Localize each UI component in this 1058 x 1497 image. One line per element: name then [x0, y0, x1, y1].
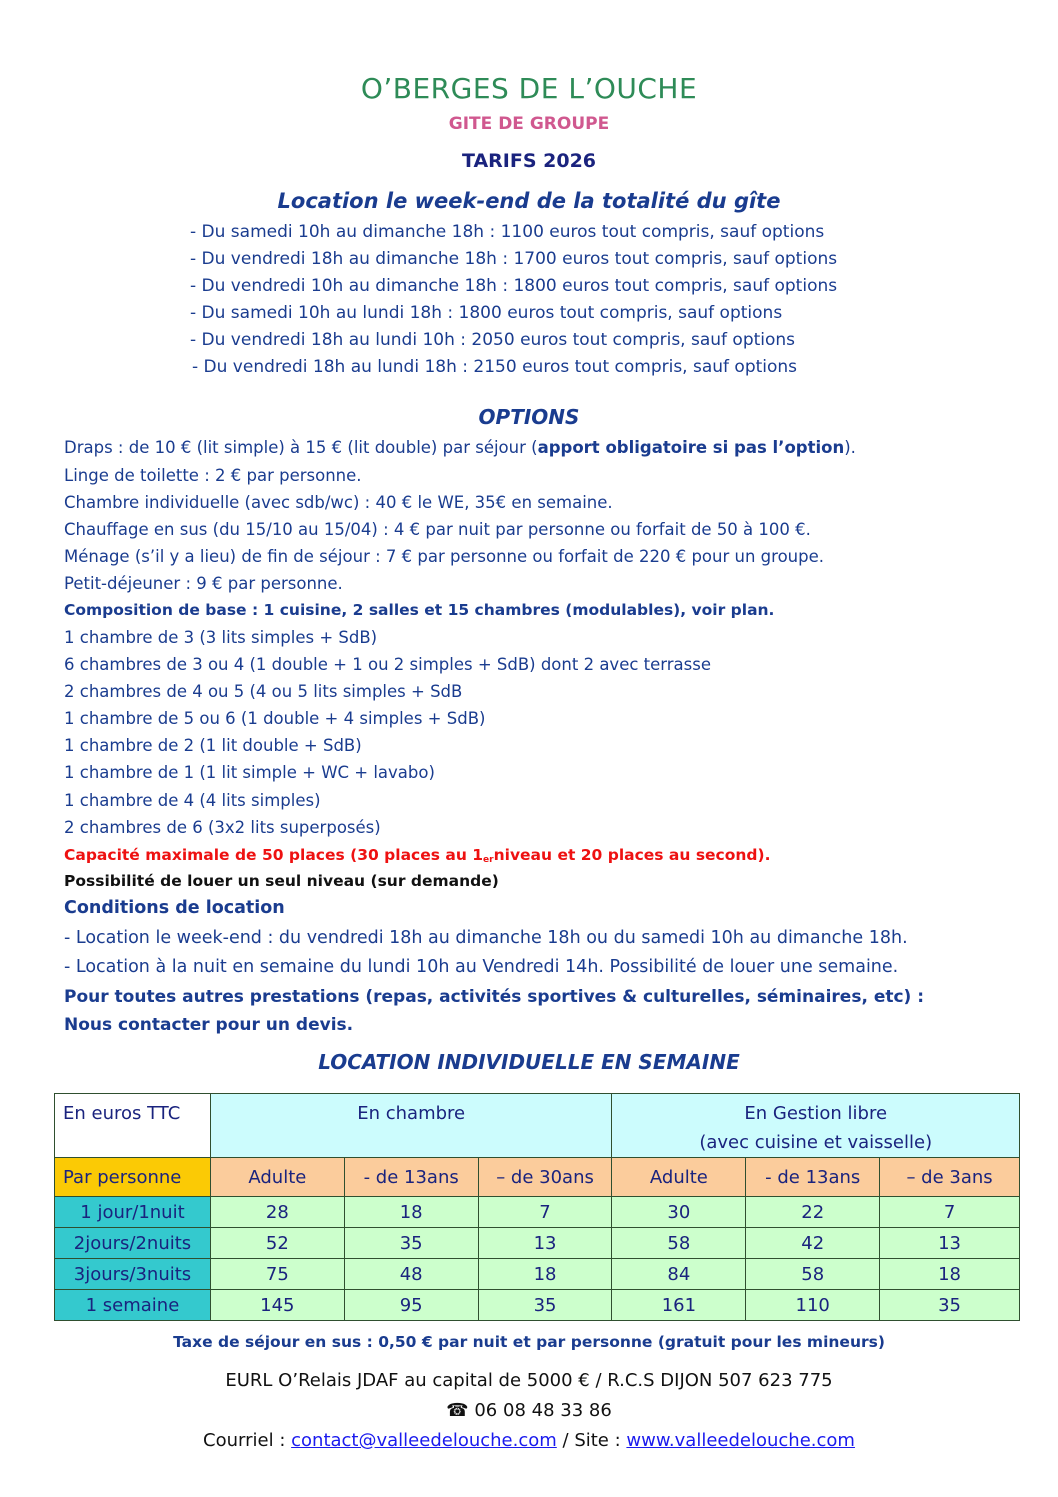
tourist-tax-notice: Taxe de séjour en sus : 0,50 € par nuit et par personne (gratuit pour les mineurs) — [173, 1333, 885, 1351]
price-cell: 13 — [880, 1228, 1020, 1259]
option-line: Ménage (s’il y a lieu) de fin de séjour : 7 € par personne ou forfait de 220 € pour un groupe. — [64, 547, 824, 566]
price-cell: 52 — [210, 1228, 344, 1259]
column-header: - de 13ans — [344, 1158, 478, 1197]
table-corner-cell: En euros TTC — [55, 1094, 211, 1158]
room-item: 1 chambre de 2 (1 lit double + SdB) — [64, 736, 362, 755]
room-item: 2 chambres de 6 (3x2 lits superposés) — [64, 818, 381, 837]
composition-heading: Composition de base : 1 cuisine, 2 salles et 15 chambres (modulables), voir plan. — [64, 601, 775, 619]
room-item: 1 chambre de 1 (1 lit simple + WC + lavabo) — [64, 763, 435, 782]
conditions-heading: Conditions de location — [64, 898, 285, 918]
website-link[interactable]: www.valleedelouche.com — [626, 1430, 855, 1451]
price-cell: 18 — [478, 1259, 612, 1290]
table-row — [55, 1228, 1020, 1259]
draps-suffix: ). — [844, 438, 856, 457]
contact-for-quote-text: Nous contacter pour un devis. — [64, 1015, 354, 1035]
price-cell: 58 — [612, 1228, 746, 1259]
gestion-libre-sublabel: (avec cuisine et vaisselle) — [699, 1132, 933, 1153]
phone-icon: ☎ — [446, 1400, 469, 1421]
weekend-item: - Du vendredi 10h au dimanche 18h : 1800 euros tout compris, sauf options — [190, 276, 838, 296]
price-cell: 13 — [478, 1228, 612, 1259]
room-item: 1 chambre de 5 ou 6 (1 double + 4 simples + SdB) — [64, 709, 486, 728]
weekend-item: - Du vendredi 18h au lundi 18h : 2150 euros tout compris, sauf options — [192, 357, 798, 377]
price-cell: 7 — [880, 1197, 1020, 1228]
draps-text: Draps : de 10 € (lit simple) à 15 € (lit double) par séjour ( — [64, 438, 538, 457]
condition-line: - Location le week-end : du vendredi 18h au dimanche 18h ou du samedi 10h au dimanche 18h. — [64, 928, 908, 948]
options-heading: OPTIONS — [478, 405, 580, 429]
table-row — [55, 1197, 1020, 1228]
capacity-text: Capacité maximale de 50 places (30 places au 1 — [64, 846, 484, 864]
price-cell: 30 — [612, 1197, 746, 1228]
table-row — [55, 1259, 1020, 1290]
other-services-text: Pour toutes autres prestations (repas, activités sportives & culturelles, séminaires, etc) : — [64, 987, 925, 1007]
price-cell: 22 — [746, 1197, 880, 1228]
price-cell: 58 — [746, 1259, 880, 1290]
price-cell: 7 — [478, 1197, 612, 1228]
price-cell: 110 — [746, 1290, 880, 1321]
option-line: Petit-déjeuner : 9 € par personne. — [64, 574, 343, 593]
table-group-header-row — [55, 1094, 1020, 1158]
room-item: 1 chambre de 4 (4 lits simples) — [64, 791, 321, 810]
weekend-heading: Location le week-end de la totalité du gîte — [277, 189, 781, 213]
capacity-suffix: niveau et 20 places au second). — [493, 846, 771, 864]
table-column-header-row — [55, 1158, 1020, 1197]
price-cell: 42 — [746, 1228, 880, 1259]
price-cell: 28 — [210, 1197, 344, 1228]
price-cell: 75 — [210, 1259, 344, 1290]
column-header: Adulte — [612, 1158, 746, 1197]
condition-line: - Location à la nuit en semaine du lundi 10h au Vendredi 14h. Possibilité de louer une semaine. — [64, 957, 899, 977]
price-cell: 84 — [612, 1259, 746, 1290]
price-cell: 18 — [344, 1197, 478, 1228]
room-item: 2 chambres de 4 ou 5 (4 ou 5 lits simples + SdB — [64, 682, 463, 701]
capacity-notice — [64, 846, 771, 864]
individual-rental-heading: LOCATION INDIVIDUELLE EN SEMAINE — [318, 1050, 740, 1074]
gestion-libre-label: En Gestion libre — [744, 1103, 888, 1124]
per-person-cell: Par personne — [55, 1158, 211, 1197]
group-header-chambre: En chambre — [210, 1094, 612, 1158]
price-cell: 145 — [210, 1290, 344, 1321]
capacity-superscript: er — [483, 855, 494, 865]
email-link[interactable]: contact@valleedelouche.com — [291, 1430, 557, 1451]
price-cell: 48 — [344, 1259, 478, 1290]
page-title: O’BERGES DE L’OUCHE — [360, 72, 698, 105]
room-item: 1 chambre de 3 (3 lits simples + SdB) — [64, 628, 378, 647]
phone-number: 06 08 48 33 86 — [474, 1400, 612, 1421]
weekend-item: - Du samedi 10h au lundi 18h : 1800 euros tout compris, sauf options — [190, 303, 783, 323]
row-label: 1 semaine — [55, 1290, 211, 1321]
weekend-item: - Du vendredi 18h au dimanche 18h : 1700 euros tout compris, sauf options — [190, 249, 838, 269]
single-level-notice: Possibilité de louer un seul niveau (sur demande) — [64, 872, 499, 890]
draps-bold-text: apport obligatoire si pas l’option — [537, 438, 845, 457]
row-label: 1 jour/1nuit — [55, 1197, 211, 1228]
contact-line — [0, 1430, 1058, 1451]
price-cell: 18 — [880, 1259, 1020, 1290]
room-item: 6 chambres de 3 ou 4 (1 double + 1 ou 2 simples + SdB) dont 2 avec terrasse — [64, 655, 712, 674]
price-cell: 35 — [880, 1290, 1020, 1321]
group-header-gestion-libre — [612, 1094, 1020, 1158]
pricing-table — [54, 1093, 1020, 1321]
option-line: Chambre individuelle (avec sdb/wc) : 40 € le WE, 35€ en semaine. — [64, 493, 613, 512]
price-cell: 95 — [344, 1290, 478, 1321]
weekend-item: - Du vendredi 18h au lundi 10h : 2050 euros tout compris, sauf options — [190, 330, 796, 350]
email-label: Courriel : — [203, 1430, 286, 1451]
company-info: EURL O’Relais JDAF au capital de 5000 € / R.C.S DIJON 507 623 775 — [225, 1370, 833, 1391]
phone-line — [0, 1400, 1058, 1421]
price-cell: 35 — [344, 1228, 478, 1259]
tarifs-heading: TARIFS 2026 — [461, 150, 597, 172]
column-header: – de 3ans — [880, 1158, 1020, 1197]
option-line: Chauffage en sus (du 15/10 au 15/04) : 4 € par nuit par personne ou forfait de 50 à 100 €. — [64, 520, 811, 539]
price-cell: 35 — [478, 1290, 612, 1321]
row-label: 3jours/3nuits — [55, 1259, 211, 1290]
page-subtitle: GITE DE GROUPE — [448, 114, 610, 134]
option-line: Linge de toilette : 2 € par personne. — [64, 466, 362, 485]
table-row — [55, 1290, 1020, 1321]
row-label: 2jours/2nuits — [55, 1228, 211, 1259]
option-draps — [64, 438, 856, 457]
column-header: - de 13ans — [746, 1158, 880, 1197]
site-label: / Site : — [562, 1430, 621, 1451]
weekend-item: - Du samedi 10h au dimanche 18h : 1100 euros tout compris, sauf options — [190, 222, 825, 242]
column-header: Adulte — [210, 1158, 344, 1197]
column-header: – de 30ans — [478, 1158, 612, 1197]
price-cell: 161 — [612, 1290, 746, 1321]
